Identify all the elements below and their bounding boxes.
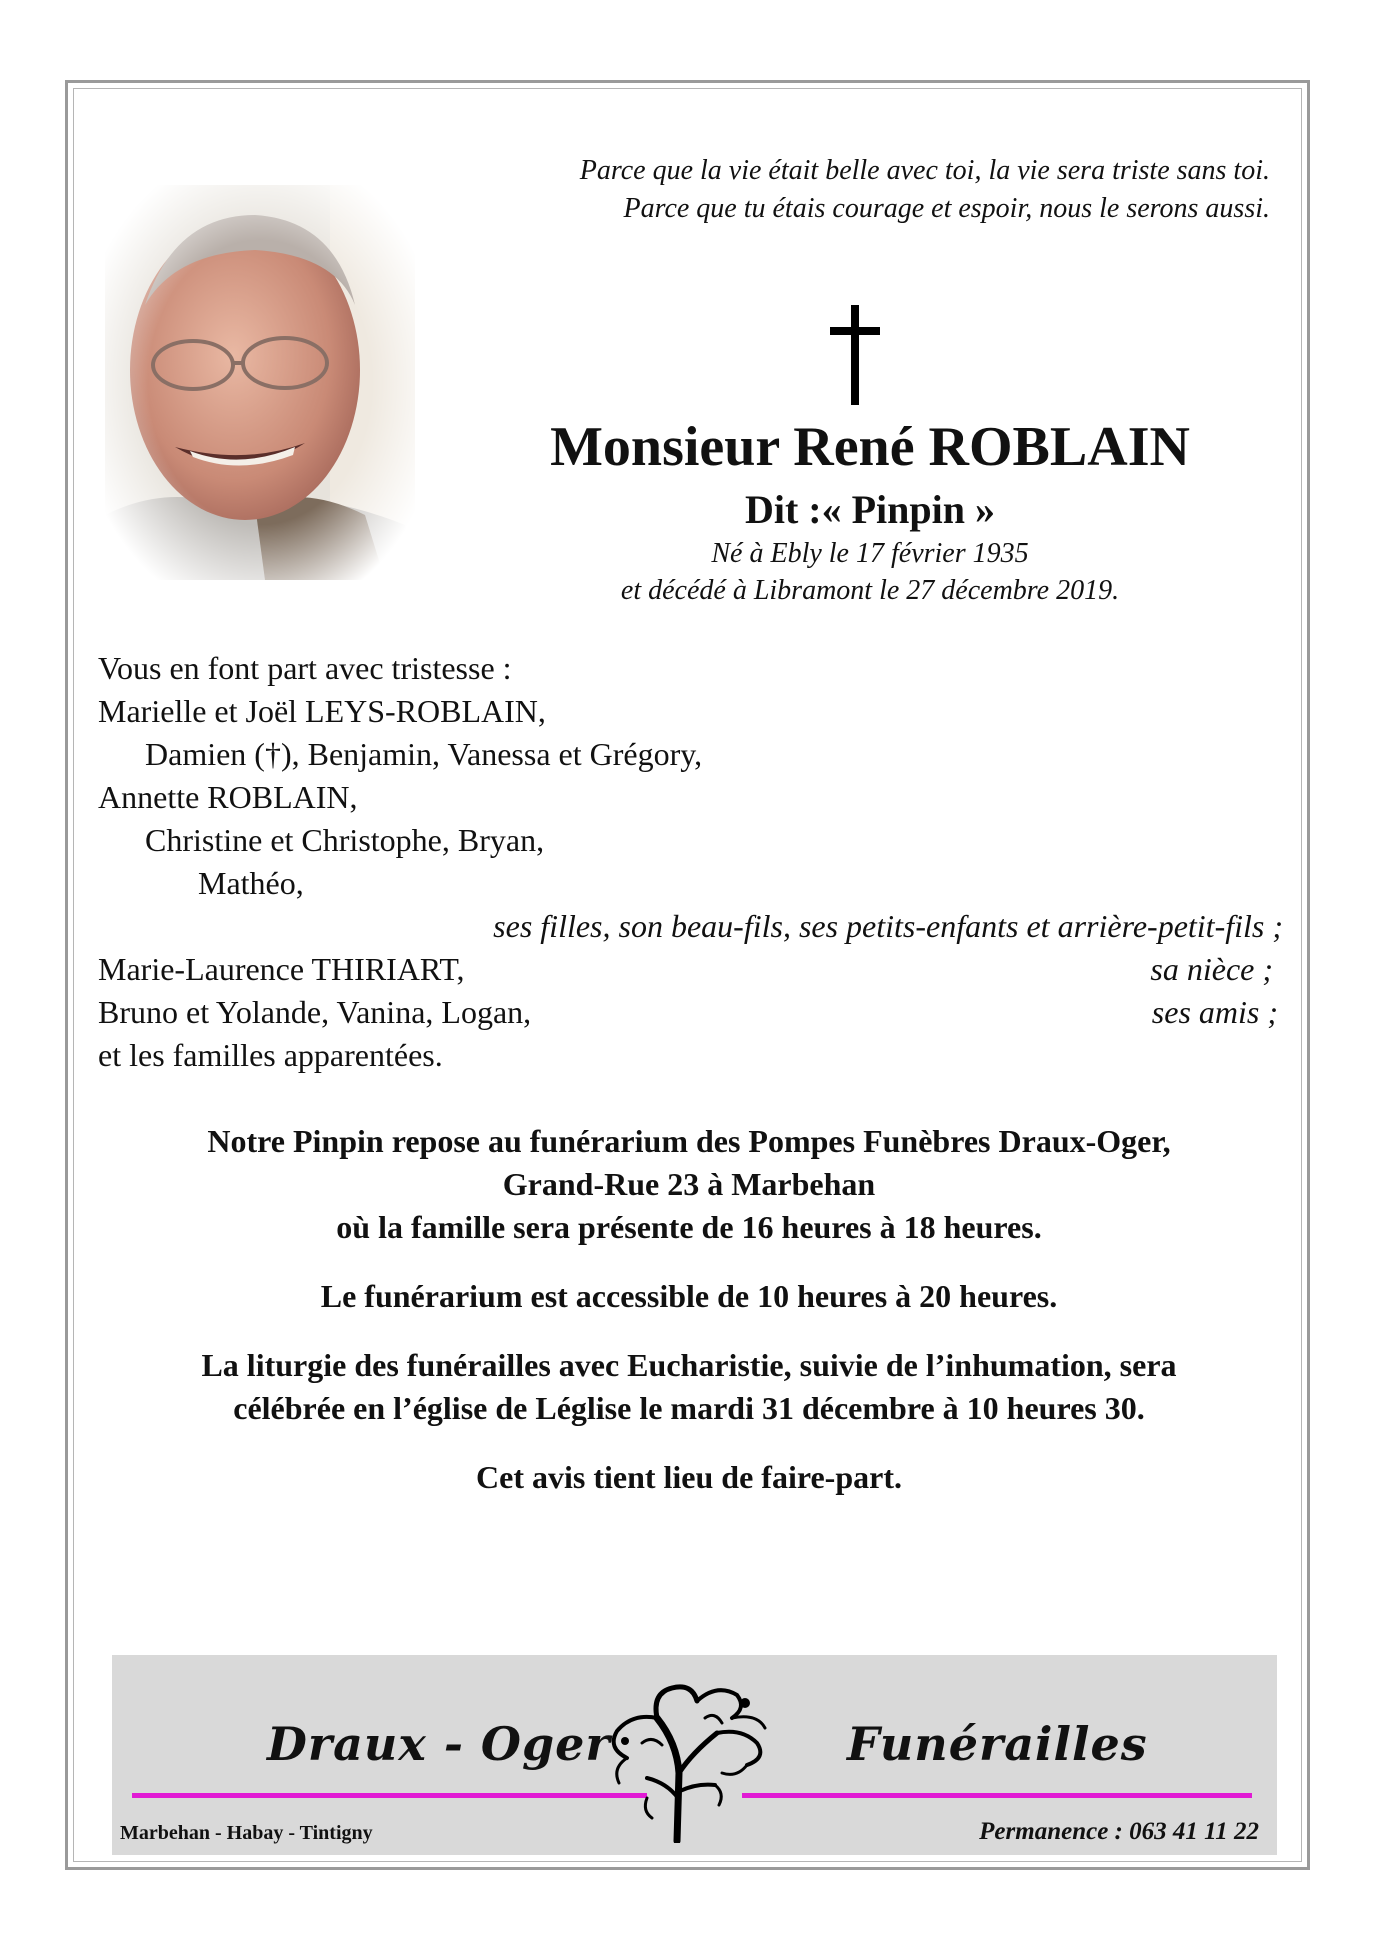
family-line-6: Marie-Laurence THIRIART, xyxy=(98,951,465,987)
family-relation-1: ses filles, son beau-fils, ses petits-enfants et arrière-petit-fils ; xyxy=(493,908,1283,944)
family-line-3: Annette ROBLAIN, xyxy=(98,779,358,815)
branch-towns: Marbehan - Habay - Tintigny xyxy=(120,1822,373,1844)
family-line-5: Mathéo, xyxy=(198,865,304,901)
epigraph xyxy=(370,152,1270,228)
liturgy-line-1: La liturgie des funérailles avec Eucharistie, suivie de l’inhumation, sera xyxy=(201,1347,1177,1383)
family-relation-3: ses amis ; xyxy=(1151,994,1278,1030)
tree-logo-icon xyxy=(597,1673,777,1843)
family-relation-2: sa nièce ; xyxy=(1150,951,1273,987)
funerarium-line-2: Grand-Rue 23 à Marbehan xyxy=(502,1166,876,1202)
family-line-1: Marielle et Joël LEYS-ROBLAIN, xyxy=(98,693,546,729)
deceased-name: Monsieur René ROBLAIN xyxy=(550,416,1190,478)
family-line-7: Bruno et Yolande, Vanina, Logan, xyxy=(98,994,532,1030)
notice-statement: Cet avis tient lieu de faire-part. xyxy=(476,1459,902,1495)
funerarium-line-1: Notre Pinpin repose au funérarium des Pompes Funèbres Draux-Oger, xyxy=(207,1123,1171,1159)
permanence-phone: Permanence : 063 41 11 22 xyxy=(979,1818,1259,1845)
family-line-2: Damien (†), Benjamin, Vanessa et Grégory, xyxy=(145,736,703,772)
family-line-4: Christine et Christophe, Bryan, xyxy=(145,822,545,858)
deceased-nickname: Dit :« Pinpin » xyxy=(744,487,996,532)
death-details: et décédé à Libramont le 27 décembre 2019. xyxy=(620,575,1120,606)
funerarium-hours: Le funérarium est accessible de 10 heures à 20 heures. xyxy=(320,1278,1058,1314)
brand-name-right: Funérailles xyxy=(847,1717,1148,1771)
portrait-photo xyxy=(105,185,415,580)
liturgy-line-2: célébrée en l’église de Léglise le mardi 31 décembre à 10 heures 30. xyxy=(233,1390,1145,1426)
funeral-home-banner xyxy=(112,1655,1277,1855)
brand-name-left: Draux - Oger xyxy=(267,1717,611,1771)
family-line-8: et les familles apparentées. xyxy=(98,1037,443,1073)
epigraph-line-2: Parce que tu étais courage et espoir, nous le serons aussi. xyxy=(623,193,1270,224)
family-intro: Vous en font part avec tristesse : xyxy=(98,650,512,686)
accent-line-left xyxy=(132,1793,647,1798)
funerarium-line-3: où la famille sera présente de 16 heures à 18 heures. xyxy=(336,1209,1042,1245)
epigraph-line-1: Parce que la vie était belle avec toi, la vie sera triste sans toi. xyxy=(579,155,1270,186)
accent-line-right xyxy=(742,1793,1252,1798)
cross-icon xyxy=(830,305,880,405)
birth-details: Né à Ebly le 17 février 1935 xyxy=(711,538,1029,569)
